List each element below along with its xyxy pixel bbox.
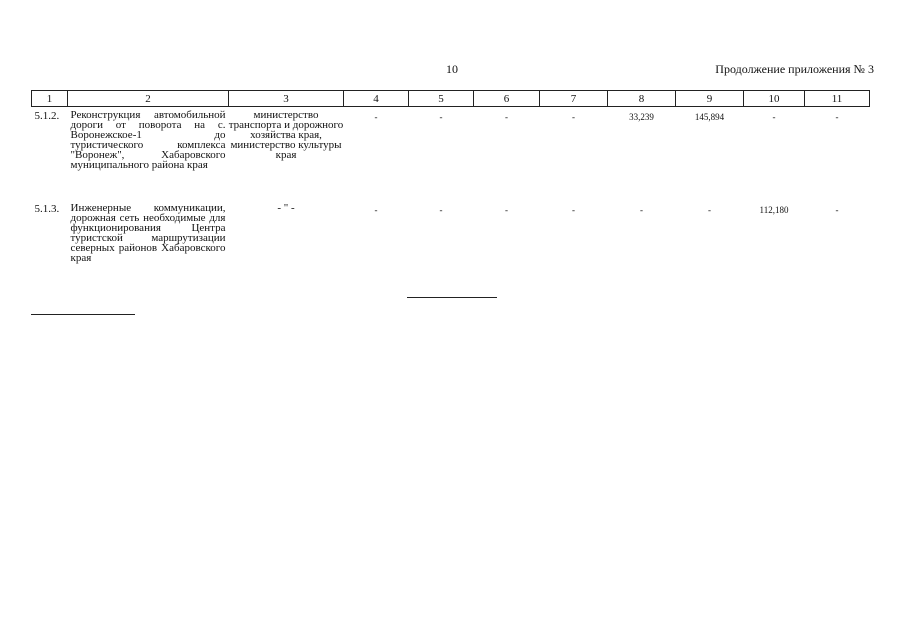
column-header-9: 9: [676, 91, 744, 107]
table-row: [32, 107, 870, 201]
column-header-5: 5: [409, 91, 474, 107]
table-row: [32, 200, 870, 275]
value-col-8: -: [640, 205, 643, 215]
column-header-4: 4: [344, 91, 409, 107]
value-col-7: -: [572, 112, 575, 122]
value-col-7: -: [572, 205, 575, 215]
value-col-11: -: [835, 205, 839, 215]
column-header-3: 3: [229, 91, 344, 107]
column-header-10: 10: [744, 91, 805, 107]
row-number: 5.1.2.: [34, 110, 60, 122]
value-col-5: -: [439, 112, 443, 122]
value-col-8: 33,239: [629, 112, 654, 122]
footnote-divider: [31, 314, 135, 315]
column-header-6: 6: [474, 91, 540, 107]
value-col-9: 145,894: [694, 112, 725, 122]
value-col-10: 112,180: [759, 205, 789, 215]
responsible-executor: министерство транспорта и дорожного хозяйства края, министерство культуры края: [228, 109, 344, 161]
value-col-10: -: [772, 112, 776, 122]
responsible-executor: - " -: [277, 202, 295, 214]
value-col-6: -: [505, 205, 508, 215]
column-header-11: 11: [805, 91, 870, 107]
page-number: 10: [446, 62, 458, 76]
value-col-6: -: [505, 112, 508, 122]
appendix-table: [31, 90, 870, 275]
end-of-table-divider: [407, 297, 497, 298]
row-number: 5.1.3.: [34, 203, 60, 215]
value-col-4: -: [374, 112, 378, 122]
column-header-7: 7: [540, 91, 608, 107]
value-col-5: -: [439, 205, 443, 215]
column-header-2: 2: [68, 91, 229, 107]
value-col-4: -: [374, 205, 378, 215]
activity-description: Реконструкция автомобильной дороги от поворота на с. Воронежское-1 до туристического комплекса "Воронеж", Хабаровского муниципального района края: [70, 109, 226, 171]
column-number-row: [32, 91, 870, 107]
column-header-8: 8: [608, 91, 676, 107]
activity-description: Инженерные коммуникации, дорожная сеть необходимые для функционирования Центра туристской маршрутизации северных районов Хабаровского края: [70, 202, 226, 264]
appendix-continuation-label: Продолжение приложения № 3: [715, 62, 874, 76]
column-header-1: 1: [32, 91, 68, 107]
value-col-9: -: [708, 205, 711, 215]
value-col-11: -: [835, 112, 839, 122]
